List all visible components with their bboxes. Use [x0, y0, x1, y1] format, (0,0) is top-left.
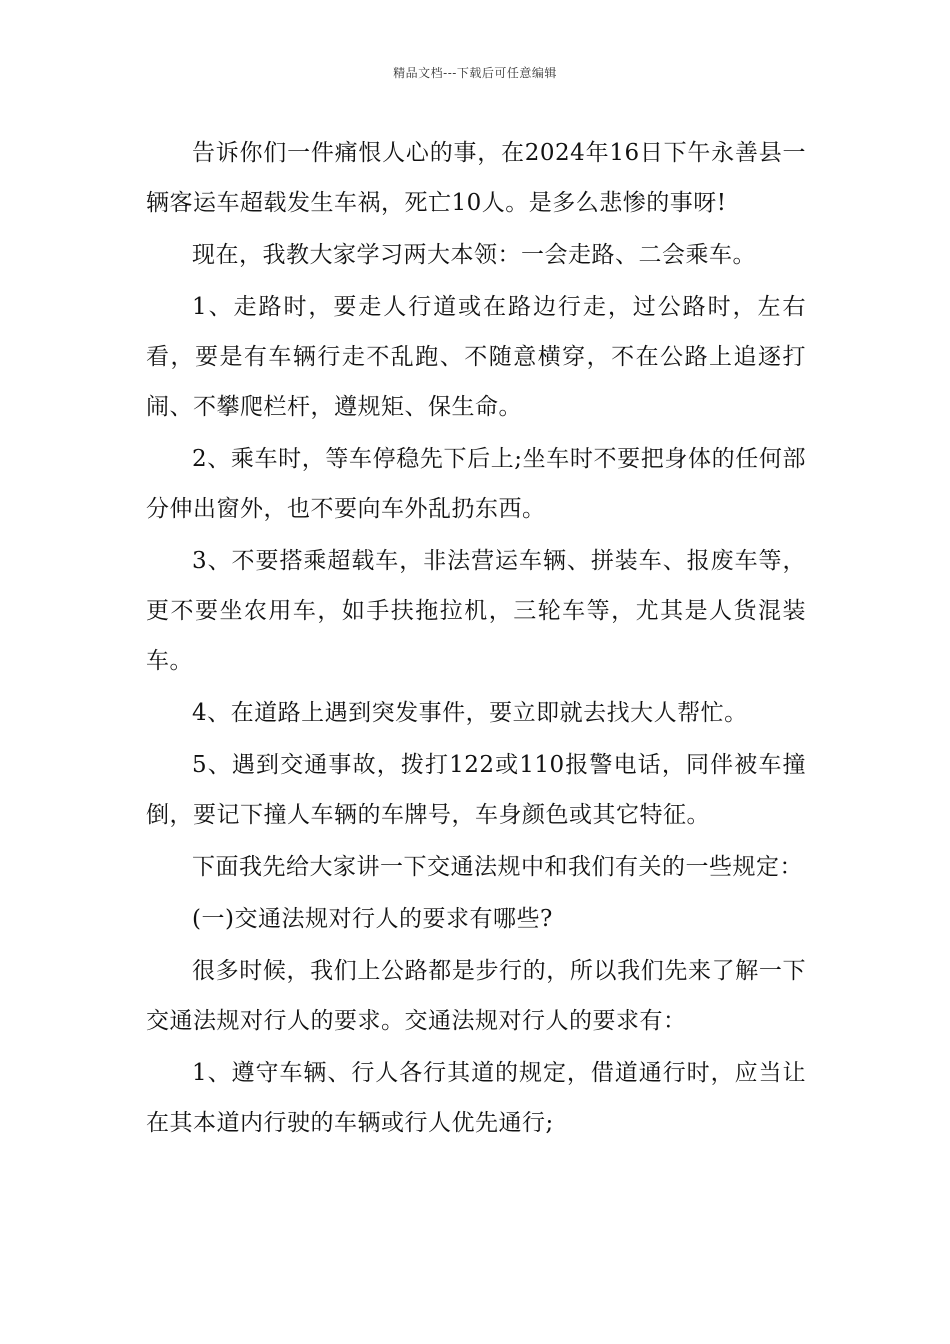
paragraph: 5、遇到交通事故，拨打122或110报警电话，同伴被车撞倒，要记下撞人车辆的车牌号，车身颜色或其它特征。: [146, 752, 806, 828]
paragraph: 3、不要搭乘超载车，非法营运车辆、拼装车、报废车等，更不要坐农用车，如手扶拖拉机，三轮车等，尤其是人货混装车。: [146, 548, 806, 674]
paragraph: 很多时候，我们上公路都是步行的，所以我们先来了解一下交通法规对行人的要求。交通法规对行人的要求有：: [146, 958, 806, 1034]
paragraph: 告诉你们一件痛恨人心的事，在2024年16日下午永善县一辆客运车超载发生车祸，死亡10人。是多么悲惨的事呀!: [146, 140, 806, 216]
paragraph: 2、乘车时，等车停稳先下后上;坐车时不要把身体的任何部分伸出窗外，也不要向车外乱扔东西。: [146, 446, 806, 522]
paragraph: 下面我先给大家讲一下交通法规中和我们有关的一些规定：: [192, 854, 803, 880]
paragraph: 4、在道路上遇到突发事件，要立即就去找大人帮忙。: [192, 700, 748, 726]
paragraph: 1、遵守车辆、行人各行其道的规定，借道通行时，应当让在其本道内行驶的车辆或行人优先通行;: [146, 1060, 806, 1136]
section-heading: (一)交通法规对行人的要求有哪些?: [192, 906, 553, 932]
document-body: [146, 128, 806, 1150]
page-header: 精品文档---下载后可任意编辑: [393, 66, 557, 80]
paragraph: 1、走路时，要走人行道或在路边行走，过公路时，左右看，要是有车辆行走不乱跑、不随意横穿，不在公路上追逐打闹、不攀爬栏杆，遵规矩、保生命。: [146, 294, 806, 420]
paragraph: 现在，我教大家学习两大本领：一会走路、二会乘车。: [192, 242, 756, 268]
